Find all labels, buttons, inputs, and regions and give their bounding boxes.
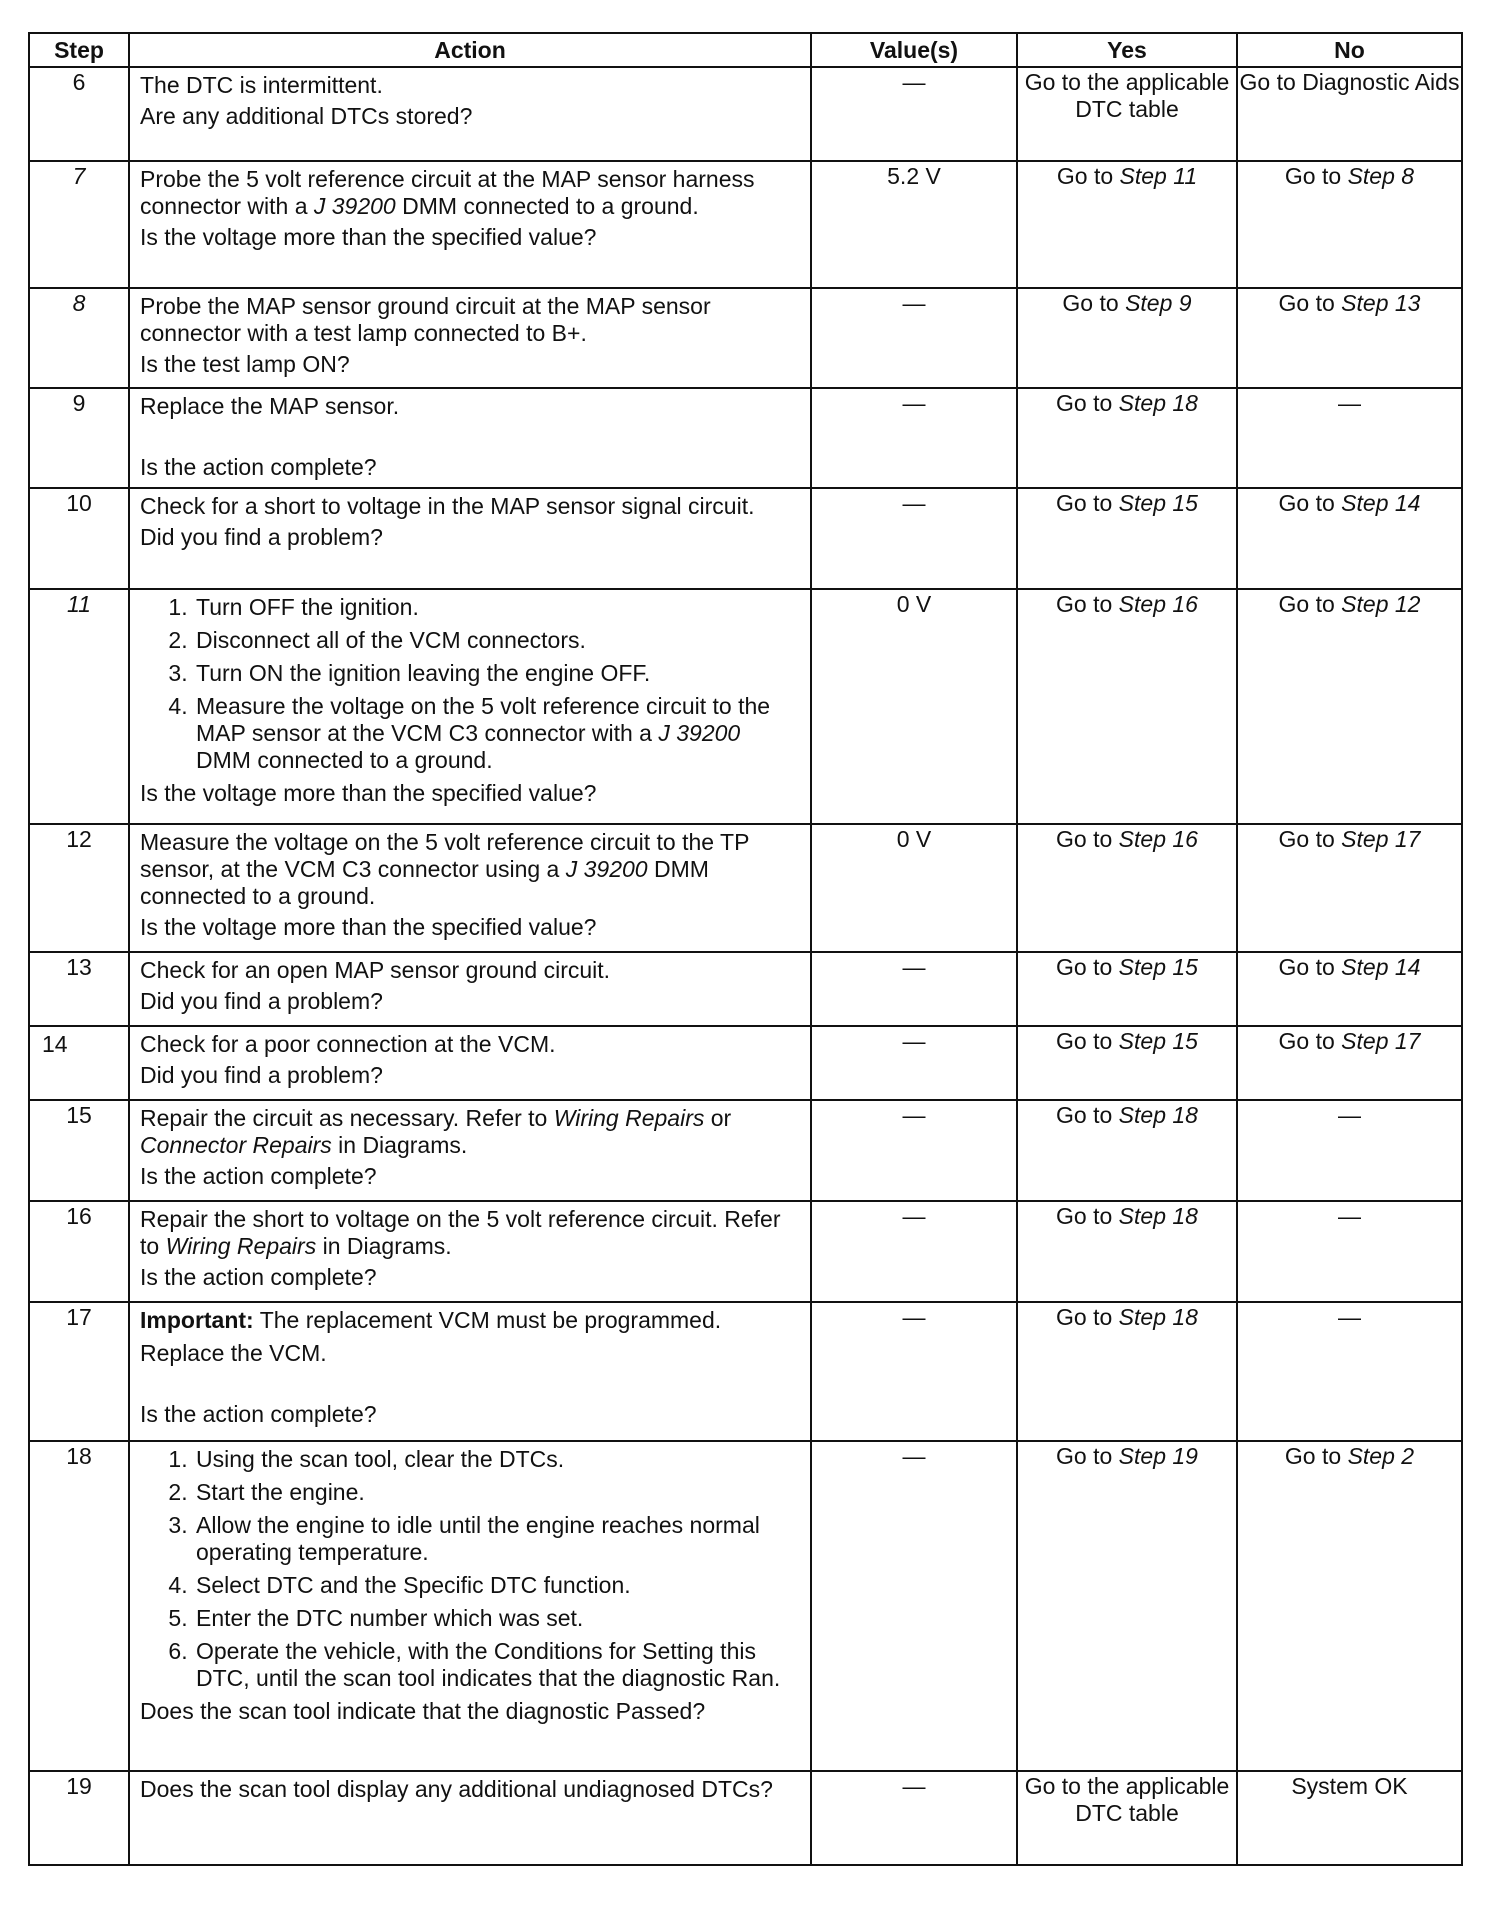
list-item: 1. Turn OFF the ignition. xyxy=(194,594,800,621)
action-cell xyxy=(129,824,811,952)
action-question: Is the voltage more than the specified value? xyxy=(140,914,597,940)
action-question: Did you find a problem? xyxy=(140,988,383,1014)
no-cell: Go to Step 14 xyxy=(1237,952,1462,1026)
no-cell: Go to Step 2 xyxy=(1237,1441,1462,1771)
action-question: Did you find a problem? xyxy=(140,524,383,550)
value-cell: — xyxy=(811,1201,1017,1302)
yes-cell: Go to Step 15 xyxy=(1017,1026,1237,1100)
table-row xyxy=(29,1302,1462,1441)
step-number: 18 xyxy=(29,1441,129,1771)
value-cell: — xyxy=(811,1302,1017,1441)
list-item: 1. Using the scan tool, clear the DTCs. xyxy=(194,1446,800,1473)
yes-cell: Go to Step 15 xyxy=(1017,488,1237,589)
value-cell: — xyxy=(811,488,1017,589)
yes-cell: Go to Step 15 xyxy=(1017,952,1237,1026)
yes-cell: Go to Step 18 xyxy=(1017,388,1237,488)
header-step: Step xyxy=(29,33,129,67)
no-cell: — xyxy=(1237,388,1462,488)
action-text: Check for an open MAP sensor ground circuit. xyxy=(140,957,611,983)
header-row xyxy=(29,33,1462,67)
action-text: Probe the 5 volt reference circuit at the MAP sensor harness connector with a J 39200 DMM connected to a ground. xyxy=(140,166,755,219)
value-cell: 5.2 V xyxy=(811,161,1017,288)
action-text: Repair the circuit as necessary. Refer to Wiring Repairs or Connector Repairs in Diagrams. xyxy=(140,1105,732,1158)
table-row xyxy=(29,161,1462,288)
action-text: Does the scan tool display any additional undiagnosed DTCs? xyxy=(140,1776,773,1802)
no-cell: System OK xyxy=(1237,1771,1462,1865)
list-item: 5. Enter the DTC number which was set. xyxy=(194,1605,800,1632)
action-cell xyxy=(129,288,811,388)
action-cell xyxy=(129,1771,811,1865)
step-number: 8 xyxy=(29,288,129,388)
yes-cell: Go to Step 16 xyxy=(1017,589,1237,824)
list-item: 4. Measure the voltage on the 5 volt reference circuit to the MAP sensor at the VCM C3 connector with a J 39200 DMM connected to a ground. xyxy=(194,693,800,774)
header-action: Action xyxy=(129,33,811,67)
value-cell: — xyxy=(811,1441,1017,1771)
action-question: Is the voltage more than the specified value? xyxy=(140,224,597,250)
list-item: 4. Select DTC and the Specific DTC function. xyxy=(194,1572,800,1599)
action-cell xyxy=(129,67,811,161)
value-cell: — xyxy=(811,1026,1017,1100)
action-text: Probe the MAP sensor ground circuit at the MAP sensor connector with a test lamp connected to B+. xyxy=(140,293,711,346)
step-number: 12 xyxy=(29,824,129,952)
step-number: 13 xyxy=(29,952,129,1026)
no-cell: — xyxy=(1237,1100,1462,1201)
no-cell: Go to Step 14 xyxy=(1237,488,1462,589)
list-item: 3. Turn ON the ignition leaving the engine OFF. xyxy=(194,660,800,687)
important-note: Important: The replacement VCM must be programmed. xyxy=(140,1307,722,1333)
step-number: 17 xyxy=(29,1302,129,1441)
action-text: The DTC is intermittent. xyxy=(140,72,383,98)
value-cell: — xyxy=(811,67,1017,161)
action-question: Does the scan tool indicate that the diagnostic Passed? xyxy=(140,1698,706,1724)
value-cell: — xyxy=(811,1100,1017,1201)
value-cell: — xyxy=(811,388,1017,488)
action-cell xyxy=(129,1100,811,1201)
no-cell: Go to Step 12 xyxy=(1237,589,1462,824)
header-yes: Yes xyxy=(1017,33,1237,67)
list-item: 2. Start the engine. xyxy=(194,1479,800,1506)
yes-cell: Go to Step 18 xyxy=(1017,1201,1237,1302)
yes-cell: Go to Step 11 xyxy=(1017,161,1237,288)
value-cell: — xyxy=(811,952,1017,1026)
table-row xyxy=(29,1201,1462,1302)
value-cell: 0 V xyxy=(811,824,1017,952)
no-cell: — xyxy=(1237,1201,1462,1302)
step-number: 15 xyxy=(29,1100,129,1201)
list-item: 2. Disconnect all of the VCM connectors. xyxy=(194,627,800,654)
action-text: Check for a short to voltage in the MAP sensor signal circuit. xyxy=(140,493,755,519)
table-row xyxy=(29,952,1462,1026)
list-item: 6. Operate the vehicle, with the Conditions for Setting this DTC, until the scan tool indicates that the diagnostic Ran. xyxy=(194,1638,800,1692)
step-number: 11 xyxy=(29,589,129,824)
table-row xyxy=(29,1100,1462,1201)
header-values: Value(s) xyxy=(811,33,1017,67)
action-text: Check for a poor connection at the VCM. xyxy=(140,1031,556,1057)
action-cell xyxy=(129,1302,811,1441)
table-row xyxy=(29,388,1462,488)
list-item: 3. Allow the engine to idle until the engine reaches normal operating temperature. xyxy=(194,1512,800,1566)
header-no: No xyxy=(1237,33,1462,67)
no-cell: Go to Step 8 xyxy=(1237,161,1462,288)
action-cell xyxy=(129,161,811,288)
action-text: Replace the VCM. xyxy=(140,1340,327,1366)
table-row xyxy=(29,824,1462,952)
table-row xyxy=(29,589,1462,824)
action-cell xyxy=(129,952,811,1026)
action-text: Replace the MAP sensor. xyxy=(140,393,400,419)
yes-cell: Go to Step 9 xyxy=(1017,288,1237,388)
no-cell: Go to Step 13 xyxy=(1237,288,1462,388)
table-row xyxy=(29,1026,1462,1100)
table-row xyxy=(29,288,1462,388)
step-number: 6 xyxy=(29,67,129,161)
action-text: Measure the voltage on the 5 volt reference circuit to the TP sensor, at the VCM C3 connector using a J 39200 DMM connected to a ground. xyxy=(140,829,749,909)
yes-cell: Go to the applicable DTC table xyxy=(1017,67,1237,161)
yes-cell: Go to the applicable DTC table xyxy=(1017,1771,1237,1865)
action-question: Is the action complete? xyxy=(140,1264,377,1290)
yes-cell: Go to Step 16 xyxy=(1017,824,1237,952)
action-cell xyxy=(129,488,811,589)
action-text: Repair the short to voltage on the 5 volt reference circuit. Refer to Wiring Repairs in Diagrams. xyxy=(140,1206,781,1259)
step-number: 7 xyxy=(29,161,129,288)
procedure-list xyxy=(140,594,800,774)
no-cell: Go to Diagnostic Aids xyxy=(1237,67,1462,161)
yes-cell: Go to Step 19 xyxy=(1017,1441,1237,1771)
table-row xyxy=(29,67,1462,161)
no-cell: Go to Step 17 xyxy=(1237,1026,1462,1100)
step-number: 16 xyxy=(29,1201,129,1302)
table-row xyxy=(29,1441,1462,1771)
action-cell xyxy=(129,589,811,824)
action-question: Is the test lamp ON? xyxy=(140,351,350,377)
action-question: Are any additional DTCs stored? xyxy=(140,103,473,129)
action-question: Is the action complete? xyxy=(140,1401,377,1427)
yes-cell: Go to Step 18 xyxy=(1017,1100,1237,1201)
action-question: Is the voltage more than the specified value? xyxy=(140,780,597,806)
value-cell: 0 V xyxy=(811,589,1017,824)
action-cell xyxy=(129,1441,811,1771)
action-cell xyxy=(129,388,811,488)
no-cell: Go to Step 17 xyxy=(1237,824,1462,952)
diagnostic-table xyxy=(28,32,1463,1866)
procedure-list xyxy=(140,1446,800,1692)
value-cell: — xyxy=(811,1771,1017,1865)
table-row xyxy=(29,1771,1462,1865)
yes-cell: Go to Step 18 xyxy=(1017,1302,1237,1441)
action-question: Is the action complete? xyxy=(140,1163,377,1189)
action-question: Is the action complete? xyxy=(140,454,377,480)
step-number: 10 xyxy=(29,488,129,589)
action-question: Did you find a problem? xyxy=(140,1062,383,1088)
no-cell: — xyxy=(1237,1302,1462,1441)
action-cell xyxy=(129,1201,811,1302)
step-number: 9 xyxy=(29,388,129,488)
value-cell: — xyxy=(811,288,1017,388)
step-number: 14 xyxy=(29,1026,129,1100)
step-number: 19 xyxy=(29,1771,129,1865)
table-row xyxy=(29,488,1462,589)
action-cell xyxy=(129,1026,811,1100)
